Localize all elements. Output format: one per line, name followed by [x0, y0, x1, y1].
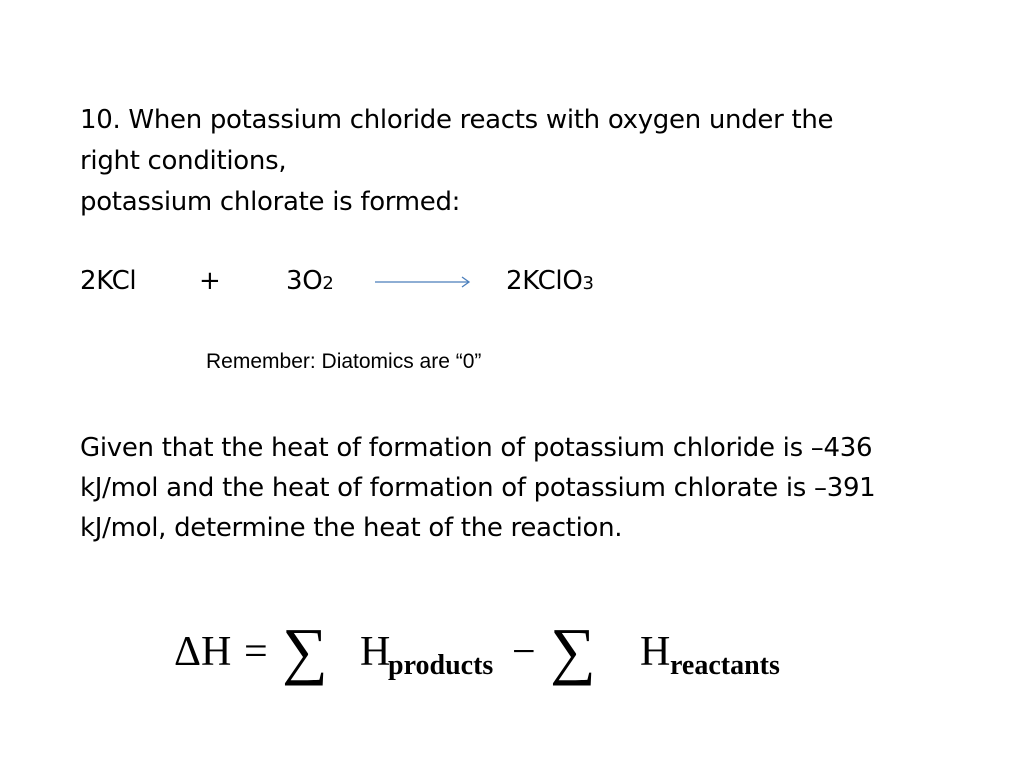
question-text	[80, 100, 960, 223]
given-text	[80, 428, 980, 548]
sigma-symbol: ∑	[550, 615, 596, 686]
reaction-arrow-icon	[374, 270, 474, 290]
reminder-note: Remember: Diatomics are “0”	[206, 350, 482, 373]
question-line: right conditions,	[80, 146, 287, 176]
reactant-oxygen-subscript: 2	[322, 273, 334, 294]
product-kclo3	[506, 266, 594, 296]
given-line: Given that the heat of formation of potassium chloride is –436	[80, 433, 873, 463]
given-line: kJ/mol, determine the heat of the reaction.	[80, 513, 623, 543]
chemical-equation	[0, 266, 1024, 306]
products-subscript: products	[388, 650, 494, 681]
delta-h: ΔH	[174, 629, 232, 675]
equals-sign: =	[244, 629, 268, 675]
reactant-oxygen-base: 3O	[286, 266, 323, 296]
product-base: 2KClO	[506, 266, 583, 296]
product-subscript: 3	[582, 273, 594, 294]
h-products-symbol: H	[360, 629, 391, 675]
minus-sign: −	[512, 629, 536, 675]
reactant-oxygen	[286, 266, 334, 296]
question-line: 10. When potassium chloride reacts with oxygen under the	[80, 105, 834, 135]
reactants-subscript: reactants	[670, 650, 780, 681]
plus-sign: +	[199, 266, 221, 296]
reactant-kcl: 2KCl	[80, 266, 137, 296]
question-line: potassium chlorate is formed:	[80, 187, 461, 217]
h-reactants-symbol: H	[640, 629, 671, 675]
given-line: kJ/mol and the heat of formation of potassium chlorate is –391	[80, 473, 876, 503]
sigma-symbol: ∑	[282, 615, 328, 686]
